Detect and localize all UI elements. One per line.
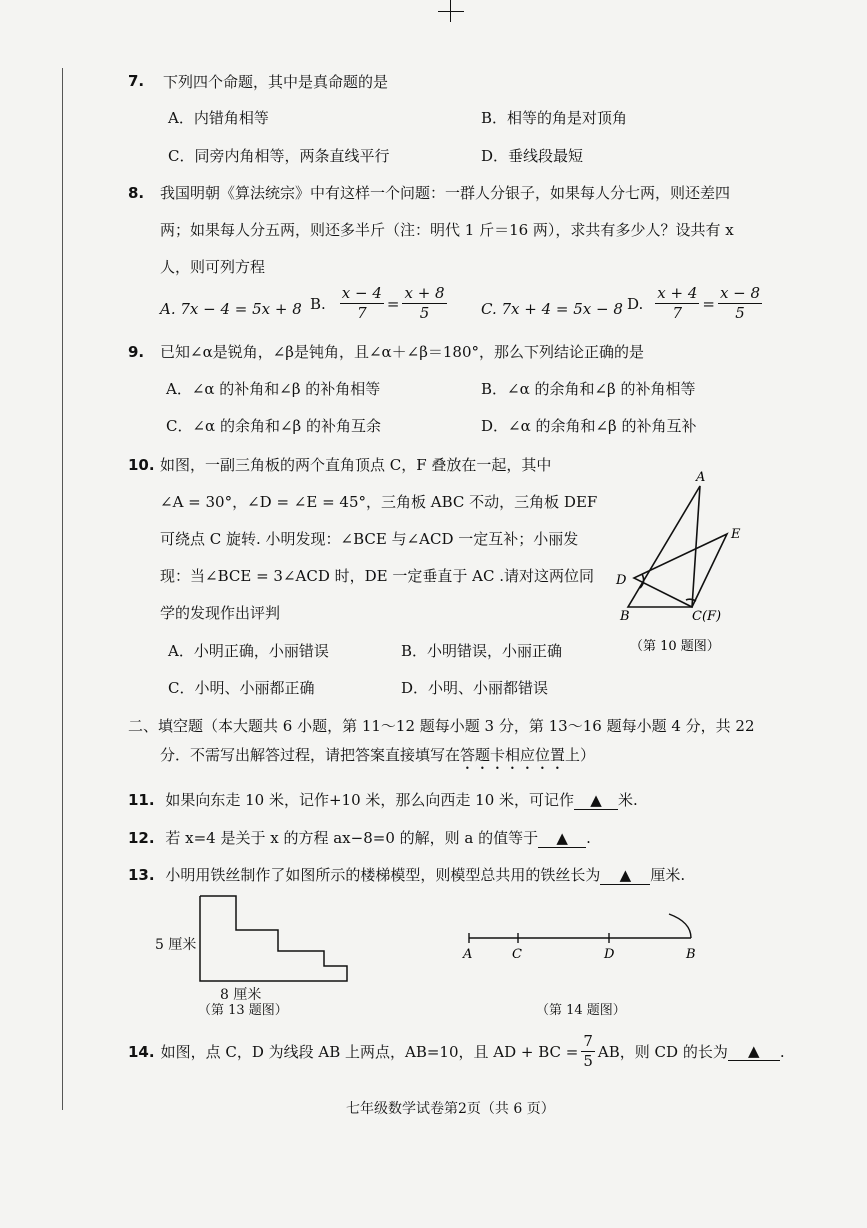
question-number: 10. xyxy=(128,456,155,474)
width-label: 8 厘米 xyxy=(220,987,262,1003)
triangle-icon: ▲ xyxy=(748,1042,760,1060)
option-d: D．∠α 的余角和∠β 的补角互补 xyxy=(481,417,697,435)
label-b: B xyxy=(620,609,630,624)
option-a: A．小明正确，小丽错误 xyxy=(168,642,329,660)
triangle-icon: ▲ xyxy=(590,791,602,809)
label-cf: C(F) xyxy=(692,609,722,624)
question-text: . xyxy=(586,829,591,847)
fraction xyxy=(402,284,446,323)
question-text: 小明用铁丝制作了如图所示的楼梯模型，则模型总共用的铁丝长为 xyxy=(165,866,601,884)
denominator: 7 xyxy=(672,304,683,322)
question-stem: 下列四个命题，其中是真命题的是 xyxy=(163,73,389,91)
angle-mark-c xyxy=(686,599,696,601)
heading-text: 上） xyxy=(565,746,596,764)
emphasized-text: 答题卡相应位置 xyxy=(460,746,566,764)
section-heading-line xyxy=(160,744,595,773)
figure-14 xyxy=(455,908,715,1018)
figure-caption: （第 14 题图） xyxy=(536,1003,626,1018)
arc-mark xyxy=(669,914,691,938)
option-c: C．∠α 的余角和∠β 的补角互余 xyxy=(166,417,381,435)
question-text: 如图，点 C，D 为线段 AB 上两点，AB=10，且 AD + BC = xyxy=(160,1043,579,1061)
question-text: 若 x=4 是关于 x 的方程 ax−8=0 的解，则 a 的值等于 xyxy=(165,829,539,847)
option-a: A．内错角相等 xyxy=(168,109,269,127)
question-stem-line: 可绕点 C 旋转. 小明发现：∠BCE 与∠ACD 一定互补；小丽发 xyxy=(160,530,579,548)
answer-blank[interactable] xyxy=(574,791,618,810)
figure-13 xyxy=(150,888,370,1018)
option-d: D．垂线段最短 xyxy=(481,147,584,165)
option-d xyxy=(627,284,765,323)
numerator: 7 xyxy=(583,1032,593,1050)
label-a: A xyxy=(696,470,706,485)
label-e: E xyxy=(731,527,741,542)
label-b: B xyxy=(686,947,696,962)
question-text: 米. xyxy=(618,791,638,809)
option-b xyxy=(310,284,450,323)
denominator: 5 xyxy=(419,304,430,322)
heading-text: 分．不需写出解答过程，请把答案直接填写在 xyxy=(160,746,461,764)
crop-mark xyxy=(438,0,464,22)
equals-sign: = xyxy=(386,294,400,313)
section-heading-line: 二、填空题（本大题共 6 小题，第 11～12 题每小题 3 分，第 13～16 题每小题 4 分，共 22 xyxy=(128,717,755,735)
question-12 xyxy=(128,827,591,848)
option-label: B. xyxy=(310,294,326,313)
question-stem-line: 人，则可列方程 xyxy=(160,258,266,276)
label-d: D xyxy=(604,947,615,962)
denominator: 5 xyxy=(583,1052,593,1070)
label-a: A xyxy=(463,947,473,962)
numerator: x − 4 xyxy=(341,284,382,302)
option-a: A．∠α 的补角和∠β 的补角相等 xyxy=(166,380,381,398)
option-a: A. 7x − 4 = 5x + 8 xyxy=(160,300,302,318)
question-number: 14. xyxy=(128,1042,155,1061)
triangle-abc xyxy=(628,486,700,607)
denominator: 5 xyxy=(735,304,745,322)
option-label: D. xyxy=(627,294,644,313)
denominator: 7 xyxy=(357,304,367,322)
fraction xyxy=(340,284,384,323)
question-number: 13. xyxy=(128,866,155,884)
option-c: C．小明、小丽都正确 xyxy=(168,679,315,697)
triangle-icon: ▲ xyxy=(619,866,632,884)
question-stem-line: 我国明朝《算法统宗》中有这样一个问题：一群人分银子，如果每人分七两，则还差四 xyxy=(160,184,731,202)
question-number: 12. xyxy=(128,829,155,847)
label-d: D xyxy=(616,573,627,588)
option-b: B．∠α 的余角和∠β 的补角相等 xyxy=(481,380,696,398)
answer-blank[interactable] xyxy=(538,829,586,848)
question-stem-line: 如图，一副三角板的两个直角顶点 C，F 叠放在一起，其中 xyxy=(160,456,552,474)
answer-blank[interactable] xyxy=(600,866,650,885)
option-c: C. 7x + 4 = 5x − 8 xyxy=(481,300,623,318)
question-text: AB，则 CD 的长为 xyxy=(597,1043,728,1061)
option-b: B．小明错误，小丽正确 xyxy=(401,642,563,660)
triangle-icon: ▲ xyxy=(556,829,568,847)
figure-caption: （第 10 题图） xyxy=(630,639,720,654)
figure-10 xyxy=(600,460,770,660)
question-text: 厘米. xyxy=(650,866,686,884)
question-number: 7. xyxy=(128,72,145,90)
label-c: C xyxy=(512,947,522,962)
equals-sign: = xyxy=(702,294,715,313)
question-number: 8. xyxy=(128,184,145,202)
triangle-def xyxy=(634,534,727,607)
question-stem-line: 两；如果每人分五两，则还多半斤（注：明代 1 斤＝16 两），求共有多少人？设共有 x xyxy=(160,221,734,239)
fraction xyxy=(718,284,762,323)
left-margin-line xyxy=(62,68,63,1110)
height-label: 5 厘米 xyxy=(155,937,197,953)
question-text: 如果向东走 10 米，记作+10 米，那么向西走 10 米，可记作 xyxy=(165,791,575,809)
question-11 xyxy=(128,789,638,810)
fraction xyxy=(581,1032,595,1071)
numerator: x + 8 xyxy=(404,284,445,302)
question-text: . xyxy=(779,1042,785,1061)
numerator: x + 4 xyxy=(657,284,698,302)
question-stem: 已知∠α是锐角，∠β是钝角，且∠α＋∠β＝180°，那么下列结论正确的是 xyxy=(160,343,645,361)
fraction xyxy=(655,284,699,323)
page-footer: 七年级数学试卷第2页（共 6 页） xyxy=(346,1101,555,1117)
option-d: D．小明、小丽都错误 xyxy=(401,679,549,697)
question-stem-line: 学的发现作出评判 xyxy=(160,604,281,622)
staircase-outline xyxy=(200,896,347,981)
question-13 xyxy=(128,864,685,885)
option-c: C．同旁内角相等，两条直线平行 xyxy=(168,147,390,165)
figure-caption: （第 13 题图） xyxy=(198,1003,288,1018)
question-14 xyxy=(128,1032,785,1071)
question-stem-line: ∠A = 30°，∠D = ∠E = 45°，三角板 ABC 不动，三角板 DEF xyxy=(160,493,598,511)
question-number: 9. xyxy=(128,343,145,361)
answer-blank[interactable] xyxy=(728,1042,780,1061)
question-number: 11. xyxy=(128,791,155,809)
option-b: B．相等的角是对顶角 xyxy=(481,109,628,127)
numerator: x − 8 xyxy=(719,284,761,302)
question-stem-line: 现：当∠BCE = 3∠ACD 时，DE 一定垂直于 AC .请对这两位同 xyxy=(160,567,594,585)
